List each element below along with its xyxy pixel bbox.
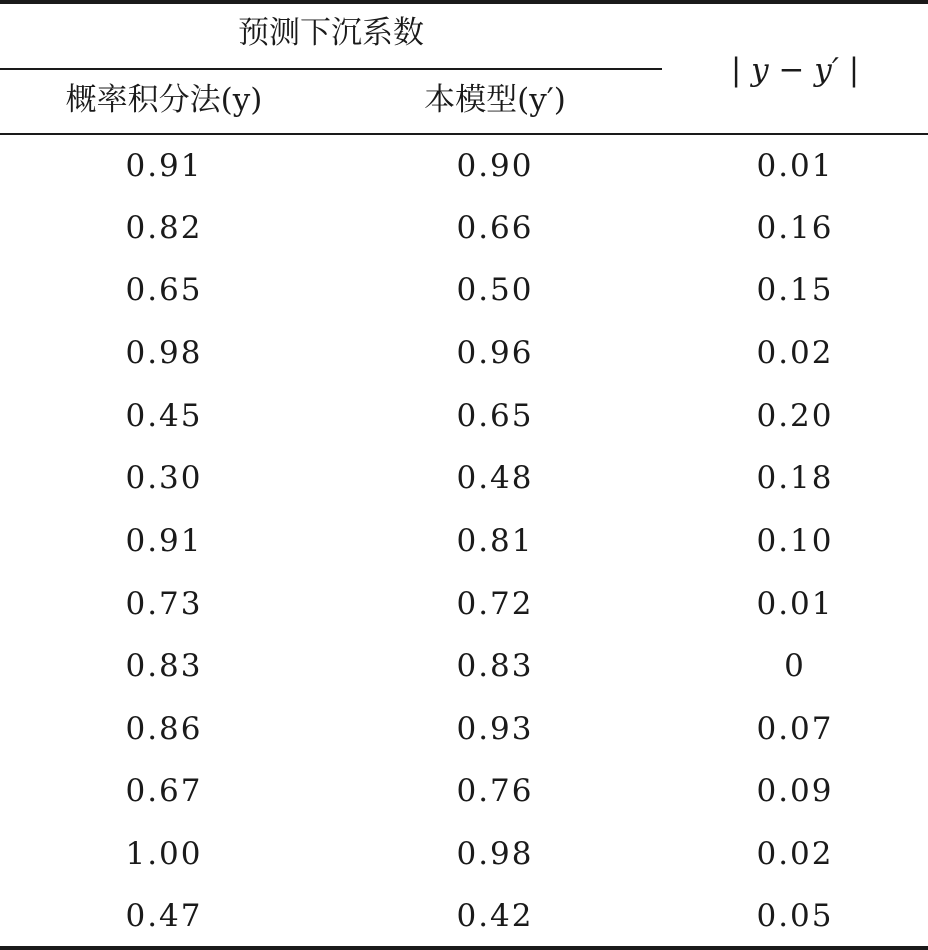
table-cell-y-prime: 0.65 [456,398,534,434]
table-cell-y: 0.30 [125,460,203,496]
table-cell-y-prime: 0.93 [456,711,534,747]
column-header-probability-integral: 概率积分法(y) [65,82,263,118]
table-cell-diff: 0.02 [756,836,834,872]
table-cell-diff: 0.01 [756,148,834,184]
table-cell-y-prime: 0.48 [456,460,534,496]
table-cell-y-prime: 0.50 [456,272,534,308]
table-cell-diff: 0.07 [756,711,834,747]
table-cell-y-prime: 0.81 [456,523,534,559]
table-cell-y: 0.86 [125,711,203,747]
table-cell-y-prime: 0.76 [456,773,534,809]
group-header-predicted-subsidence-coefficient: 预测下沉系数 [238,15,424,51]
bottom-rule [0,946,928,950]
table-cell-y: 0.45 [125,398,203,434]
table-cell-y-prime: 0.72 [456,586,534,622]
header-rule [0,133,928,135]
table-cell-diff: 0.02 [756,335,834,371]
table-cell-diff: 0.10 [756,523,834,559]
table-cell-y: 0.98 [125,335,203,371]
table-cell-y-prime: 0.42 [456,898,534,934]
table-cell-diff: 0 [784,648,806,684]
table-cell-y-prime: 0.83 [456,648,534,684]
table-cell-diff: 0.18 [756,460,834,496]
table-cell-y: 0.83 [125,648,203,684]
table-cell-y: 0.82 [125,210,203,246]
table-cell-diff: 0.20 [756,398,834,434]
table-cell-y: 0.65 [125,272,203,308]
table-cell-y: 0.47 [125,898,203,934]
group-header-rule [0,68,662,70]
table-cell-diff: 0.15 [756,272,834,308]
table-cell-y: 0.67 [125,773,203,809]
top-rule [0,0,928,4]
table-cell-y-prime: 0.66 [456,210,534,246]
table-cell-diff: 0.05 [756,898,834,934]
table-cell-y: 0.91 [125,523,203,559]
column-header-absolute-difference: | y − y′ | [730,52,860,88]
table-cell-diff: 0.16 [756,210,834,246]
table-cell-y-prime: 0.98 [456,836,534,872]
table-cell-y: 1.00 [125,836,203,872]
table-cell-y-prime: 0.90 [456,148,534,184]
table-cell-y: 0.73 [125,586,203,622]
table-cell-diff: 0.09 [756,773,834,809]
column-header-this-model: 本模型(y′) [424,82,566,118]
table-cell-y: 0.91 [125,148,203,184]
table-cell-diff: 0.01 [756,586,834,622]
table-cell-y-prime: 0.96 [456,335,534,371]
